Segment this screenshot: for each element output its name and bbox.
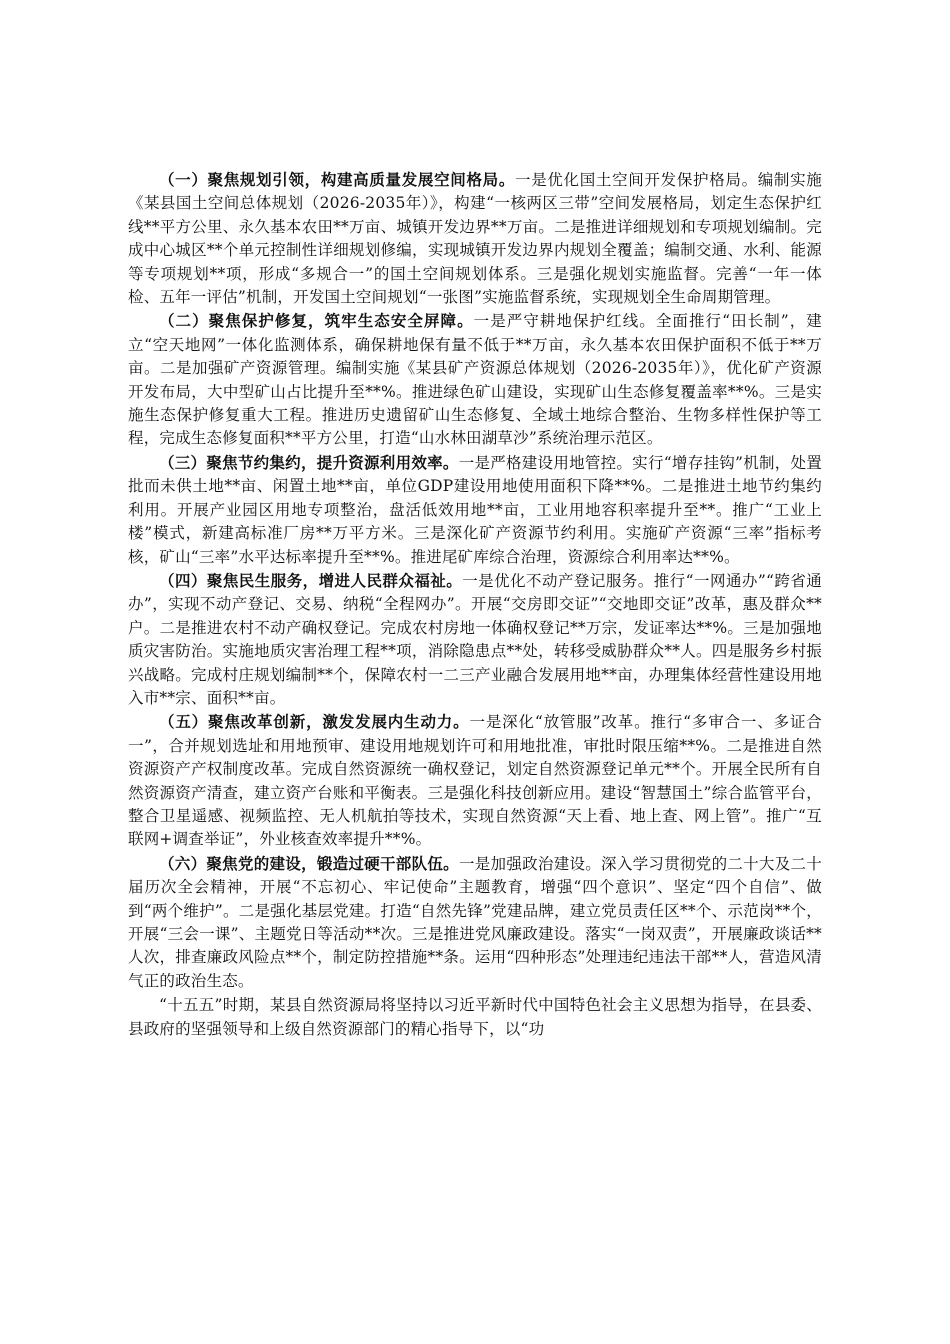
paragraph-3-heading: （三）聚焦节约集约，提升资源利用效率。 bbox=[159, 452, 459, 472]
paragraph-2 bbox=[128, 309, 822, 450]
document-body bbox=[128, 168, 822, 1041]
paragraph-7 bbox=[128, 993, 822, 1041]
paragraph-4 bbox=[128, 569, 822, 710]
paragraph-5 bbox=[128, 710, 822, 851]
paragraph-7-body: “十五五”时期，某县自然资源局将坚持以习近平新时代中国特色社会主义思想为指导，在县委、县政府的坚强领导和上级自然资源部门的精心指导下，以“功 bbox=[128, 996, 822, 1038]
paragraph-1-body: 一是优化国土空间开发保护格局。编制实施《某县国土空间总体规划（2026-2035年）》，构建“一核两区三带”空间发展格局，划定生态保护红线**平方公里、永久基本农田**万亩、城镇开发边界**万亩。二是推进详细规划和专项规划编制。完成中心城区**个单元控制性详细规划修编，实现城镇开发边界内规划全覆盖；编制交通、水利、能源等专项规划**项，形成“多规合一”的国土空间规划体系。三是强化规划实施监督。完善“一年一体检、五年一评估”机制，开发国土空间规划“一张图”实施监督系统，实现规划全生命周期管理。 bbox=[128, 171, 822, 307]
paragraph-5-heading: （五）聚焦改革创新，激发发展内生动力。 bbox=[159, 712, 470, 732]
paragraph-3 bbox=[128, 451, 822, 569]
paragraph-4-body: 一是优化不动产登记服务。推行“一网通办”“跨省通办”，实现不动产登记、交易、纳税“全程网办”。开展“交房即交证”“交地即交证”改革，惠及群众**户。二是推进农村不动产确权登记。完成农村房地一体确权登记**万宗，发证率达**%。三是加强地质灾害防治。实施地质灾害治理工程**项，消除隐患点**处，转移受威胁群众**人。四是服务乡村振兴战略。完成村庄规划编制**个，保障农村一二三产业融合发展用地**亩，办理集体经营性建设用地入市**宗、面积**亩。 bbox=[128, 571, 822, 707]
paragraph-1-heading: （一）聚焦规划引领，构建高质量发展空间格局。 bbox=[159, 170, 516, 189]
paragraph-3-body: 一是严格建设用地管控。实行“增存挂钩”机制，处置批而未供土地**亩、闲置土地**亩，单位GDP建设用地使用面积下降**%。二是推进土地节约集约利用。开展产业园区用地专项整治，盘活低效用地**亩，工业用地容积率提升至**。推广“工业上楼”模式，新建高标准厂房**万平方米。三是深化矿产资源节约利用。实施矿产资源“三率”指标考核，矿山“三率”水平达标率提升至**%。推进尾矿库综合治理，资源综合利用率达**%。 bbox=[128, 453, 822, 566]
paragraph-6-heading: （六）聚焦党的建设，锻造过硬干部队伍。 bbox=[159, 853, 459, 873]
paragraph-6 bbox=[128, 852, 822, 993]
paragraph-1 bbox=[128, 168, 822, 309]
paragraph-4-heading: （四）聚焦民生服务，增进人民群众福祉。 bbox=[159, 570, 463, 590]
paragraph-2-heading: （二）聚焦保护修复，筑牢生态安全屏障。 bbox=[159, 311, 474, 331]
paragraph-5-body: 一是深化“放管服”改革。推行“多审合一、多证合一”，合并规划选址和用地预审、建设用地规划许可和用地批准，审批时限压缩**%。二是推进自然资源资产产权制度改革。完成自然资源统一确权登记，划定自然资源登记单元**个。开展全民所有自然资源资产清查，建立资产台账和平衡表。三是强化科技创新应用。建设“智慧国土”综合监管平台，整合卫星遥感、视频监控、无人机航拍等技术，实现自然资源“天上看、地上查、网上管”。推广“互联网+调查举证”，外业核查效率提升**%。 bbox=[128, 713, 822, 849]
paragraph-2-body: 一是严守耕地保护红线。全面推行“田长制”，建立“空天地网”一体化监测体系，确保耕地保有量不低于**万亩，永久基本农田保护面积不低于**万亩。二是加强矿产资源管理。编制实施《某县矿产资源总体规划（2026-2035年）》，优化矿产资源开发布局，大中型矿山占比提升至**%。推进绿色矿山建设，实现矿山生态修复覆盖率**%。三是实施生态保护修复重大工程。推进历史遗留矿山生态修复、全域土地综合整治、生物多样性保护等工程，完成生态修复面积**平方公里，打造“山水林田湖草沙”系统治理示范区。 bbox=[128, 312, 823, 448]
paragraph-6-body: 一是加强政治建设。深入学习贯彻党的二十大及二十届历次全会精神，开展“不忘初心、牢记使命”主题教育，增强“四个意识”、坚定“四个自信”、做到“两个维护”。二是强化基层党建。打造“自然先锋”党建品牌，建立党员责任区**个、示范岗**个，开展“三会一课”、主题党日等活动**次。三是推进党风廉政建设。落实“一岗双责”，开展廉政谈话**人次，排查廉政风险点**个，制定防控措施**条。运用“四种形态”处理违纪违法干部**人，营造风清气正的政治生态。 bbox=[128, 854, 822, 990]
